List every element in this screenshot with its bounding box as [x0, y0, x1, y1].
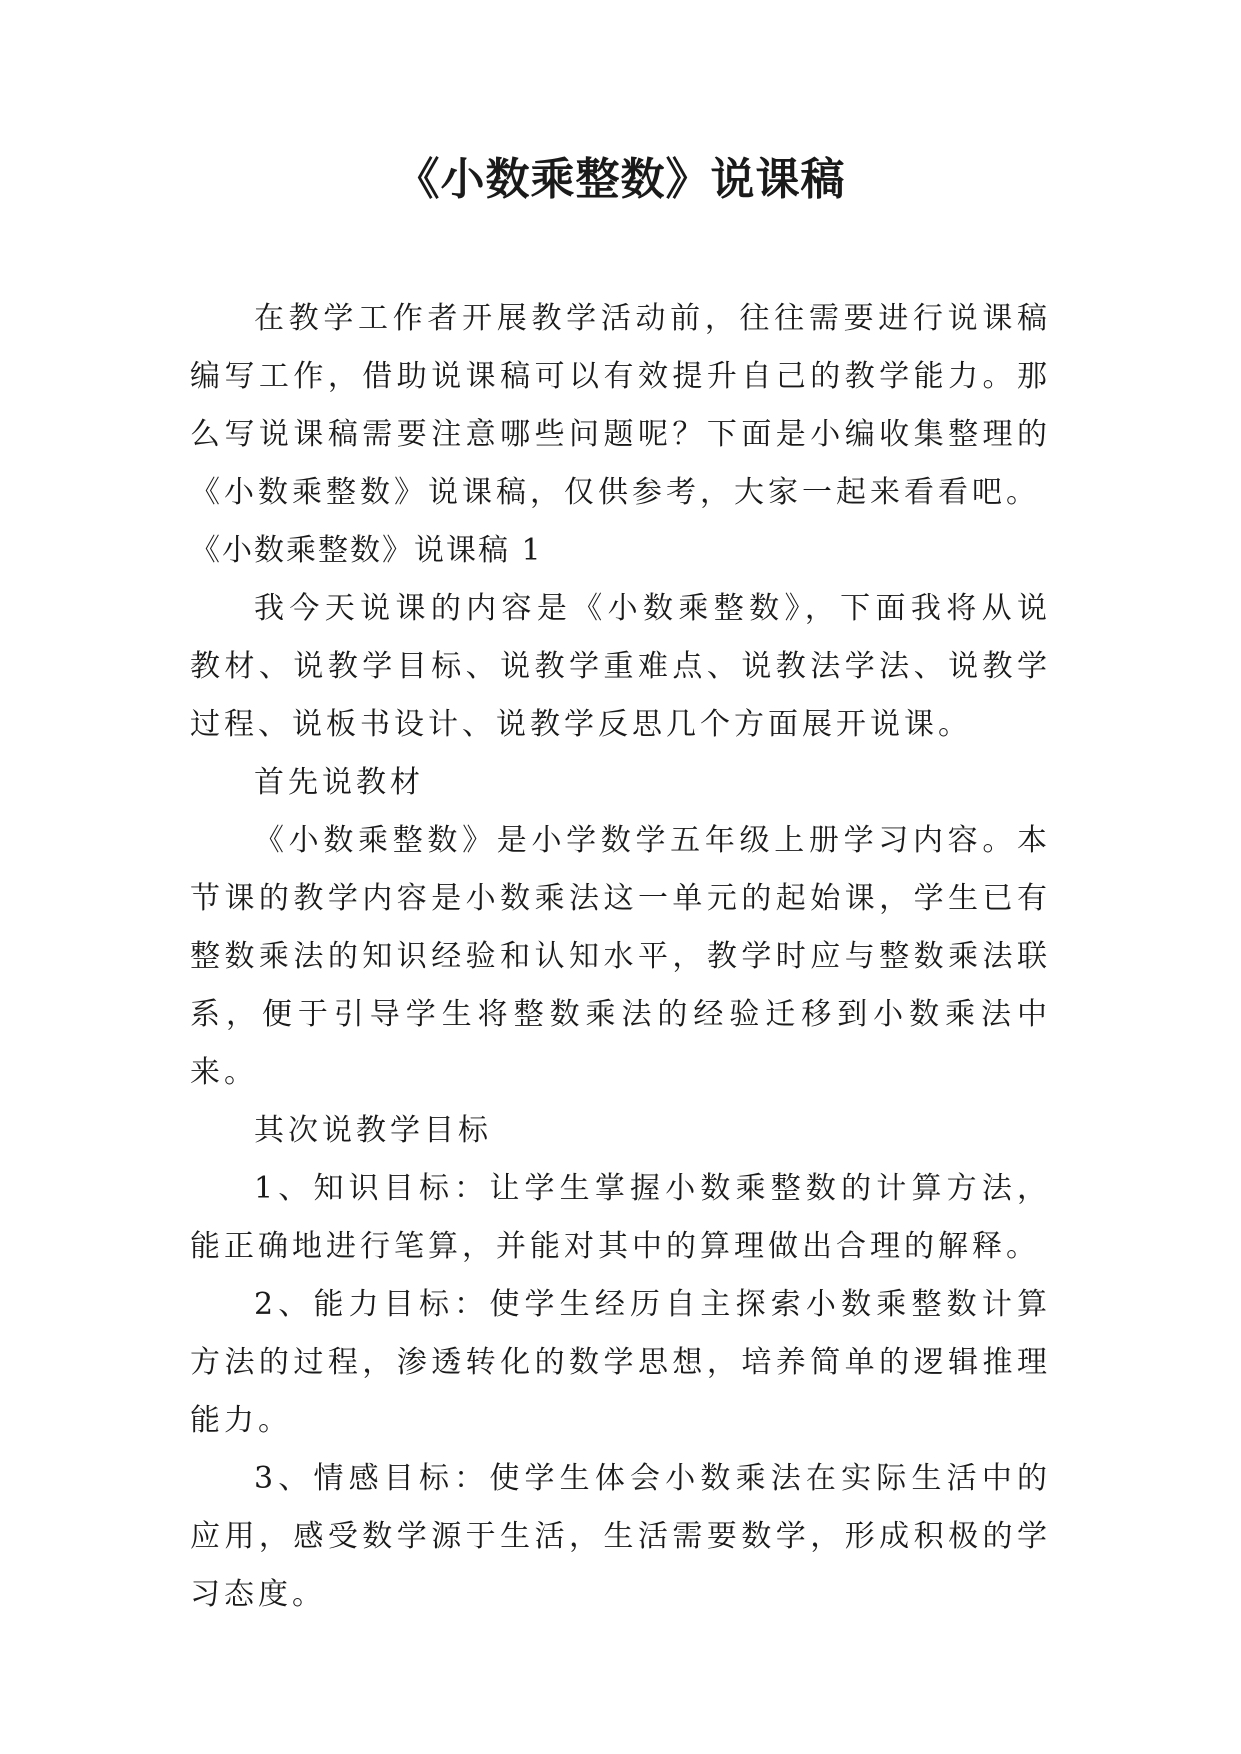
- section-heading: 《小数乘整数》说课稿 1: [190, 533, 543, 568]
- document-body: [190, 290, 1051, 1624]
- paragraph-goal-ability: 2、能力目标：使学生经历自主探索小数乘整数计算方法的过程，渗透转化的数学思想，培养简单的逻辑推理能力。: [190, 1287, 1051, 1438]
- paragraph-goal-knowledge: 1、知识目标：让学生掌握小数乘整数的计算方法，能正确地进行笔算，并能对其中的算理做出合理的解释。: [190, 1171, 1051, 1264]
- paragraph-overview: 我今天说课的内容是《小数乘整数》，下面我将从说教材、说教学目标、说教学重难点、说教法学法、说教学过程、说板书设计、说教学反思几个方面展开说课。: [190, 591, 1051, 742]
- document-title: 《小数乘整数》说课稿: [395, 154, 846, 205]
- paragraph-heading-goals: 其次说教学目标: [254, 1113, 492, 1148]
- paragraph-heading-textbook: 首先说教材: [254, 765, 424, 800]
- intro-paragraph: 在教学工作者开展教学活动前，往往需要进行说课稿编写工作，借助说课稿可以有效提升自己的教学能力。那么写说课稿需要注意哪些问题呢？下面是小编收集整理的《小数乘整数》说课稿，仅供参考，大家一起来看看吧。: [190, 301, 1051, 510]
- paragraph-textbook: 《小数乘整数》是小学数学五年级上册学习内容。本节课的教学内容是小数乘法这一单元的起始课，学生已有整数乘法的知识经验和认知水平，教学时应与整数乘法联系，便于引导学生将整数乘法的经验迁移到小数乘法中来。: [190, 823, 1051, 1090]
- paragraph-goal-emotion: 3、情感目标：使学生体会小数乘法在实际生活中的应用，感受数学源于生活，生活需要数学，形成积极的学习态度。: [190, 1461, 1051, 1612]
